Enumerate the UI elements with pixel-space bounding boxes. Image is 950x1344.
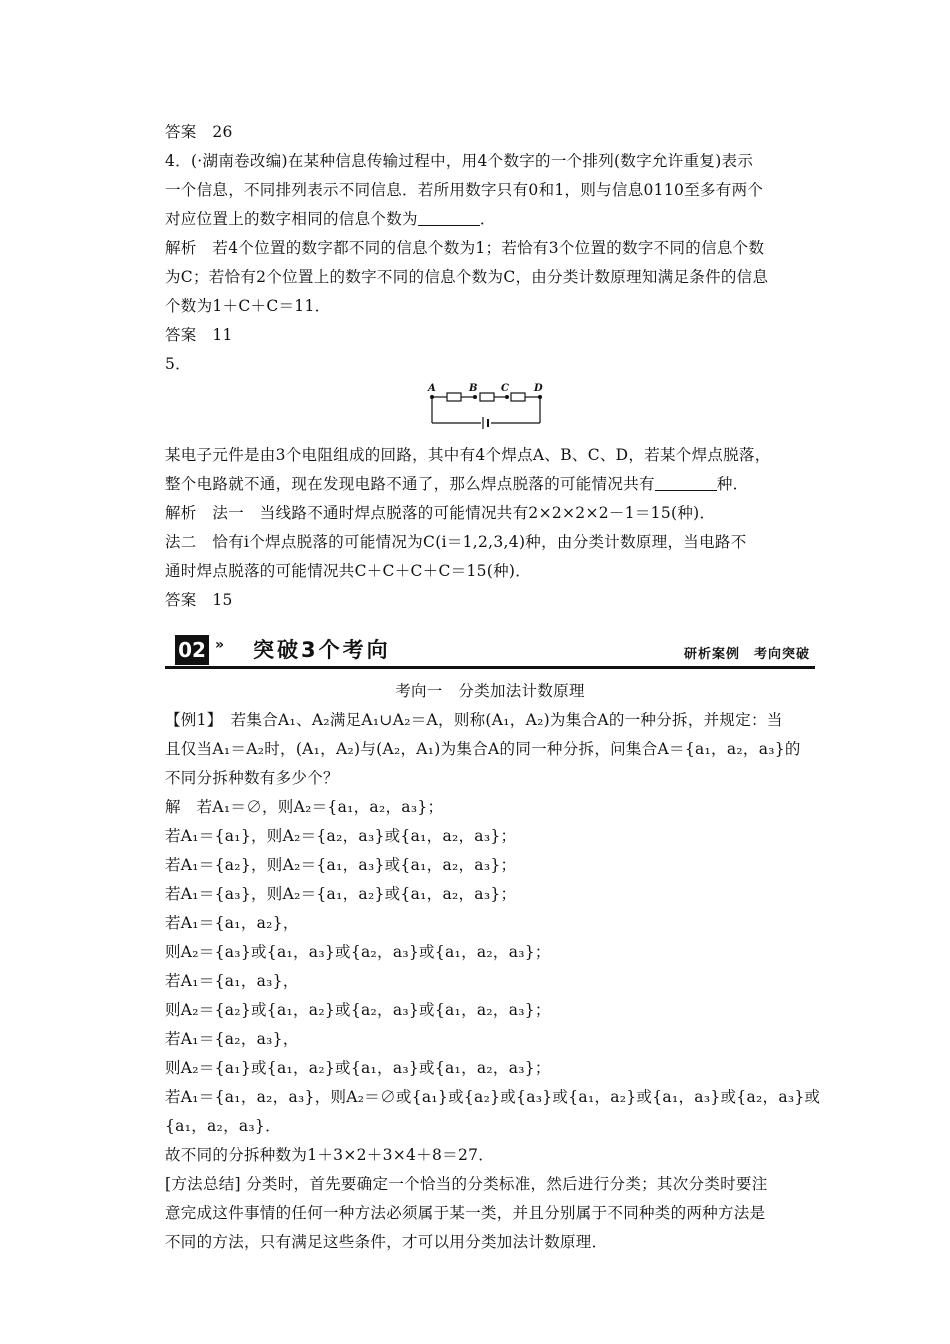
- document-page: [165, 118, 821, 1257]
- q5-stem-line1: 某电子元件是由3个电阻组成的回路，其中有4个焊点A、B、C、D，若某个焊点脱落，: [165, 446, 771, 464]
- method-summary-line2: 意完成这件事情的任何一种方法必须属于某一类，并且分别属于不同种类的两种方法是: [165, 1204, 766, 1222]
- circuit-diagram: [165, 379, 815, 441]
- banner-rule: [165, 666, 815, 669]
- solution-line7: 若A₁＝{a₁，a₃}，: [165, 972, 299, 990]
- q4-solution-line2: 为C；若恰有2个位置上的数字不同的信息个数为C，由分类计数原理知满足条件的信息: [165, 268, 769, 286]
- point-label-d: D: [534, 383, 543, 394]
- q4-stem-line1: 4．(·湖南卷改编)在某种信息传输过程中，用4个数字的一个排列(数字允许重复)表示: [165, 152, 754, 170]
- point-label-c: C: [501, 383, 509, 394]
- q5-stem-text: 整个电路就不通，现在发现电路不通了，那么焊点脱落的可能情况共有: [165, 475, 655, 493]
- point-label-a: A: [428, 383, 436, 394]
- solution-line12: {a₁，a₂，a₃}．: [165, 1117, 281, 1135]
- section-banner-subtitle: 研析案例 考向突破: [683, 647, 810, 662]
- q5-solution-line1: 解析 法一 当线路不通时焊点脱落的可能情况共有2×2×2×2－1＝15(种)．: [165, 504, 716, 522]
- q5-answer-blank: [655, 476, 717, 491]
- q4-answer: 答案 11: [165, 326, 233, 344]
- point-label-b: B: [469, 383, 478, 394]
- circuit-figure: [427, 383, 547, 439]
- q5-solution-line3: 通时焊点脱落的可能情况共C＋C＋C＋C＝15(种)．: [165, 562, 532, 580]
- section-number-badge: 02: [175, 635, 209, 665]
- solution-line8: 则A₂＝{a₂}或{a₁，a₂}或{a₂，a₃}或{a₁，a₂，a₃}；: [165, 1001, 551, 1019]
- example1-line3: 不同分拆种数有多少个？: [165, 769, 339, 787]
- q5-number: 5．: [165, 355, 191, 373]
- solution-line3: 若A₁＝{a₂}，则A₂＝{a₁，a₃}或{a₁，a₂，a₃}；: [165, 856, 517, 874]
- section-banner-title: 突破3个考向: [253, 638, 391, 662]
- q4-stem-line3: [165, 205, 815, 234]
- solution-line11: 若A₁＝{a₁，a₂，a₃}，则A₂＝∅或{a₁}或{a₂}或{a₃}或{a₁，a₂}或{a₁，a₃}或{a₂，a₃}或: [165, 1088, 821, 1106]
- q4-answer-blank: [418, 211, 480, 226]
- section-banner: [165, 621, 815, 677]
- method-summary-line3: 不同的方法，只有满足这些条件，才可以用分类加法计数原理．: [165, 1233, 608, 1251]
- solution-line13: 故不同的分拆种数为1＋3×2＋3×4＋8＝27．: [165, 1146, 495, 1164]
- answer-26: 答案 26: [165, 123, 233, 141]
- solution-line1: 解 若A₁＝∅，则A₂＝{a₁，a₂，a₃}；: [165, 798, 444, 816]
- method-summary-line1: [方法总结] 分类时，首先要确定一个恰当的分类标准，然后进行分类；其次分类时要注: [165, 1175, 768, 1193]
- q4-stem-end: ．: [479, 210, 496, 228]
- solution-line4: 若A₁＝{a₃}，则A₂＝{a₁，a₂}或{a₁，a₂，a₃}；: [165, 885, 517, 903]
- q5-stem-end: 种．: [716, 475, 749, 493]
- q5-stem-line2: [165, 470, 815, 499]
- q4-stem-line2: 一个信息，不同排列表示不同信息．若所用数字只有0和1，则与信息0110至多有两个: [165, 181, 764, 199]
- solution-line2: 若A₁＝{a₁}，则A₂＝{a₂，a₃}或{a₁，a₂，a₃}；: [165, 827, 517, 845]
- section-title: 考向一 分类加法计数原理: [395, 682, 585, 700]
- q5-answer: 答案 15: [165, 591, 233, 609]
- q4-solution-line1: 解析 若4个位置的数字都不同的信息个数为1；若恰有3个位置的数字不同的信息个数: [165, 239, 765, 257]
- solution-line9: 若A₁＝{a₂，a₃}，: [165, 1030, 299, 1048]
- chevron-icon: »: [215, 637, 225, 653]
- solution-line10: 则A₂＝{a₁}或{a₁，a₂}或{a₁，a₃}或{a₁，a₂，a₃}；: [165, 1059, 551, 1077]
- example1-line2: 且仅当A₁＝A₂时，(A₁，A₂)与(A₂，A₁)为集合A的同一种分拆，问集合A＝{a₁，a₂，a₃}的: [165, 740, 801, 758]
- solution-line6: 则A₂＝{a₃}或{a₁，a₃}或{a₂，a₃}或{a₁，a₂，a₃}；: [165, 943, 551, 961]
- q4-stem-text: 对应位置上的数字相同的信息个数为: [165, 210, 418, 228]
- q4-solution-line3: 个数为1＋C＋C＝11．: [165, 297, 331, 315]
- example1-line1: 【例1】 若集合A₁、A₂满足A₁∪A₂＝A，则称(A₁，A₂)为集合A的一种分拆，并规定：当: [165, 711, 783, 729]
- solution-line5: 若A₁＝{a₁，a₂}，: [165, 914, 299, 932]
- q5-solution-line2: 法二 恰有i个焊点脱落的可能情况为C(i＝1,2,3,4)种，由分类计数原理，当电路不: [165, 533, 747, 551]
